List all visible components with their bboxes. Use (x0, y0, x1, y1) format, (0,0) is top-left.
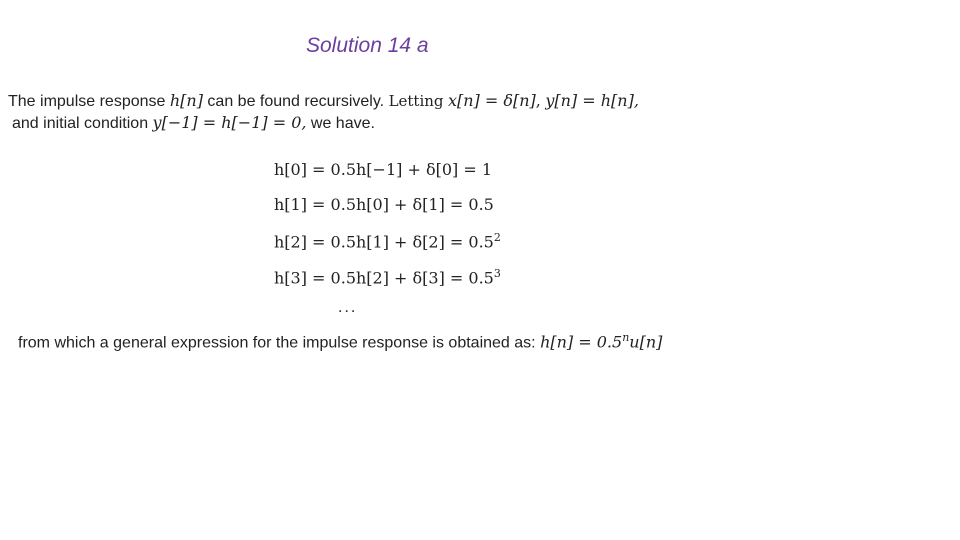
conclusion-math-a: h[n] = 0.5 (540, 332, 623, 352)
conclusion-text: from which a general expression for the impulse response is obtained as: (18, 334, 536, 352)
intro-sep: , (535, 91, 541, 110)
conclusion-math-b: u[n] (629, 332, 663, 352)
intro-text-a: The impulse response (8, 93, 166, 110)
intro-math-h: h[n] (169, 91, 203, 110)
slide-title: Solution 14 a (306, 34, 429, 57)
intro-text-d: we have. (310, 115, 375, 132)
intro-text-letting: Letting (388, 92, 444, 110)
intro-math-x: x[n] = δ[n] (447, 91, 536, 110)
ellipsis: ... (338, 300, 358, 316)
equation-0: h[0] = 0.5h[−1] + δ[0] = 1 (274, 160, 492, 179)
intro-line-1 (8, 91, 639, 111)
equation-1: h[1] = 0.5h[0] + δ[1] = 0.5 (274, 195, 494, 214)
intro-math-initial: y[−1] = h[−1] = 0, (152, 113, 307, 132)
conclusion-math-sup: n (622, 331, 630, 344)
intro-math-y: y[n] = h[n], (545, 91, 639, 110)
intro-text-b: can be found recursively. (207, 93, 385, 110)
intro-line-2 (12, 113, 375, 133)
intro-text-c: and initial condition (12, 115, 149, 132)
conclusion-line (18, 331, 662, 352)
equation-3: $h[3] = 0.5h[2] + \delta[3] = 0.5^3$ (274, 267, 501, 288)
equation-2: $h[2] = 0.5h[1] + \delta[2] = 0.5^2$ (274, 231, 501, 252)
